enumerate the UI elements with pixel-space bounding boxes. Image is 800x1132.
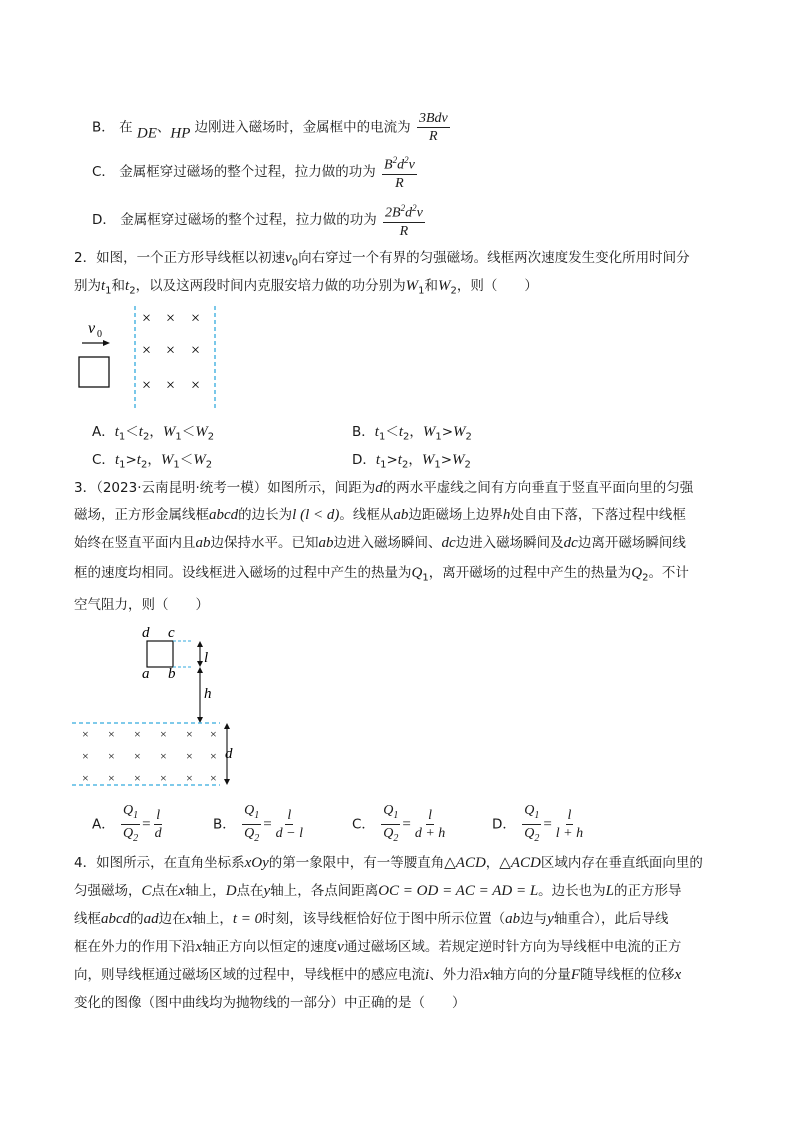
q3-option-c[interactable]: C． $\frac{Q_1}{Q_2}$ = $\frac{l}{d + h}$	[352, 803, 446, 844]
q2-stem-line1: 2．如图，一个正方形导线框以初速$v_0$向右穿过一个有界的匀强磁场。线框两次速度发生变化所用时间分	[74, 250, 690, 269]
svg-text:×: ×	[160, 727, 167, 741]
work-fraction-d: $\frac{2B^2d^2v}{R}$	[383, 200, 425, 240]
svg-text:b: b	[168, 666, 176, 682]
q3-option-b[interactable]: B． $\frac{Q_1}{Q_2}$ = $\frac{l}{d - l}$	[213, 803, 303, 844]
svg-text:×: ×	[142, 310, 152, 327]
q4-stem-line4: 框在外力的作用下沿x轴正方向以恒定的速度v通过磁场区域。若规定逆时针方向为导线框中电流的正方	[74, 939, 682, 955]
svg-text:×: ×	[142, 377, 152, 394]
svg-text:×: ×	[166, 377, 176, 394]
svg-text:×: ×	[186, 727, 193, 741]
svg-text:d: d	[225, 746, 233, 762]
svg-text:×: ×	[166, 310, 176, 327]
q4-stem-line6: 变化的图像（图中曲线均为抛物线的一部分）中正确的是（ ）	[74, 995, 466, 1011]
svg-text:×: ×	[160, 771, 167, 785]
q2-figure	[70, 300, 230, 415]
work-fraction-c: $\frac{B^2d^2v}{R}$	[382, 152, 417, 192]
svg-text:×: ×	[108, 749, 115, 763]
svg-text:×: ×	[191, 377, 201, 394]
q4-stem-line1: 4．如图所示，在直角坐标系xOy的第一象限中，有一等腰直角△ACD，△ACD区域内存在垂直纸面向里的	[74, 855, 703, 871]
svg-text:×: ×	[186, 749, 193, 763]
svg-text:×: ×	[108, 771, 115, 785]
square-frame	[147, 641, 173, 667]
option-c[interactable]: C． 金属框穿过磁场的整个过程，拉力做的功为 $\frac{B^2d^2v}{R}$	[92, 152, 419, 192]
svg-text:c: c	[168, 625, 175, 641]
svg-text:×: ×	[82, 727, 89, 741]
q3-field-crosses	[82, 727, 217, 785]
magnetic-field-crosses	[142, 310, 200, 394]
q2-option-b[interactable]: B．$t_1<t_2$，$W_1>W_2$	[352, 424, 472, 443]
svg-text:×: ×	[134, 749, 141, 763]
svg-text:d: d	[142, 625, 150, 641]
svg-text:×: ×	[210, 749, 217, 763]
svg-text:×: ×	[191, 310, 201, 327]
q3-stem-line3: 始终在竖直平面内且ab边保持水平。已知ab边进入磁场瞬间、dc边进入磁场瞬间及dc边离开磁场瞬间线	[74, 535, 686, 551]
q4-stem-line3: 线框abcd的ad边在x轴上，t = 0时刻，该导线框恰好位于图中所示位置（ab边与y轴重合），此后导线	[74, 911, 669, 927]
svg-text:l: l	[204, 650, 209, 666]
svg-text:×: ×	[82, 749, 89, 763]
svg-text:v: v	[88, 320, 96, 337]
option-d[interactable]: D． 金属框穿过磁场的整个过程，拉力做的功为 $\frac{2B^2d^2v}{R}$	[92, 200, 427, 240]
svg-text:×: ×	[210, 727, 217, 741]
q4-stem-line2: 匀强磁场，C点在x轴上，D点在y轴上，各点间距离OC = OD = AC = AD = L。边长也为L的正方形导	[74, 883, 682, 899]
svg-text:×: ×	[134, 727, 141, 741]
svg-text:×: ×	[186, 771, 193, 785]
q4-stem-line5: 向，则导线框通过磁场区域的过程中，导线框中的感应电流i、外力沿x轴方向的分量F随导线框的位移x	[74, 967, 682, 983]
q2-option-c[interactable]: C．$t_1>t_2$，$W_1<W_2$	[92, 452, 213, 471]
arrow-head	[103, 340, 110, 346]
svg-text:h: h	[204, 686, 212, 702]
q2-option-d[interactable]: D．$t_1>t_2$，$W_1>W_2$	[352, 452, 471, 471]
svg-text:×: ×	[210, 771, 217, 785]
q2-stem-line2: 别为$t_1$和$t_2$，以及这两段时间内克服安培力做的功分别为$W_1$和$W_2$，则（ ）	[74, 278, 538, 297]
q3-stem-line4: 框的速度均相同。设线框进入磁场的过程中产生的热量为$Q_1$，离开磁场的过程中产生的热量为$Q_2$。不计	[74, 565, 689, 584]
q3-option-d[interactable]: D． $\frac{Q_1}{Q_2}$ = $\frac{l}{l + h}$	[492, 803, 584, 844]
svg-text:a: a	[142, 666, 150, 682]
svg-text:×: ×	[160, 749, 167, 763]
q3-stem-line2: 磁场，正方形金属线框abcd的边长为l (l < d)。线框从ab边距磁场上边界h处自由下落，下落过程中线框	[74, 507, 686, 523]
current-fraction: $\frac{\text{3Bdv}}{R}$	[418, 111, 448, 144]
svg-text:×: ×	[166, 342, 176, 359]
q2-option-a[interactable]: A．$t_1<t_2$，$W_1<W_2$	[92, 424, 215, 443]
q3-figure	[70, 620, 250, 790]
svg-text:0: 0	[97, 329, 102, 340]
wire-frame-square	[79, 357, 109, 387]
svg-text:×: ×	[82, 771, 89, 785]
q3-stem-line1: 3．（2023·云南昆明·统考一模）如图所示，间距为d的两水平虚线之间有方向垂直于竖直平面向里的匀强	[74, 480, 694, 496]
svg-text:×: ×	[142, 342, 152, 359]
option-b[interactable]: B． 在 DE、HP 边刚进入磁场时，金属框中的电流为 $\frac{\text{3Bdv}}{R}$	[92, 111, 448, 144]
q3-stem-line5: 空气阻力，则（ ）	[74, 597, 209, 613]
svg-text:×: ×	[108, 727, 115, 741]
q3-option-a[interactable]: A． $\frac{Q_1}{Q_2}$ = $\frac{l}{d}$	[92, 803, 162, 844]
svg-text:×: ×	[191, 342, 201, 359]
svg-text:×: ×	[134, 771, 141, 785]
